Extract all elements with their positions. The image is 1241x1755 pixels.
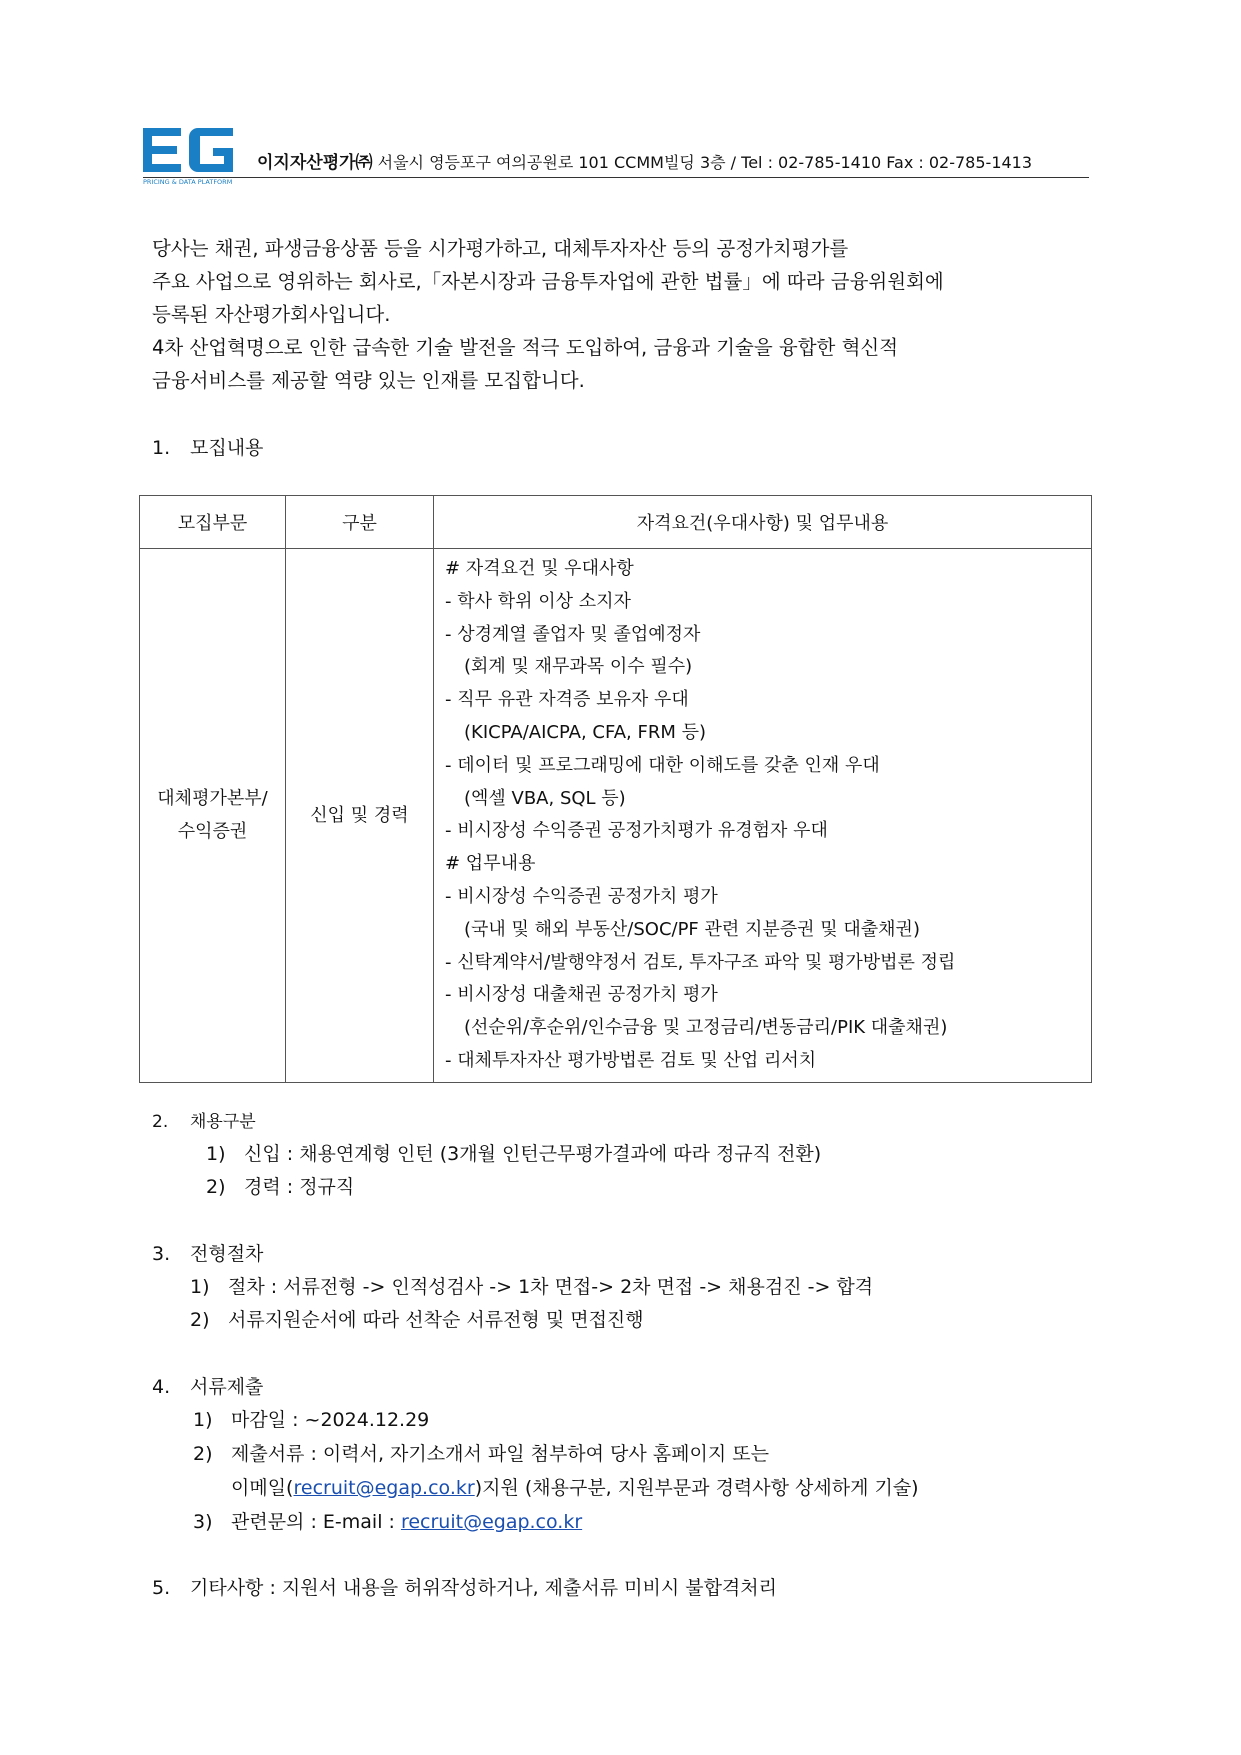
intro-line: 당사는 채권, 파생금융상품 등을 시가평가하고, 대체투자자산 등의 공정가치평가를 (152, 237, 849, 260)
list-item: 3) 관련문의 : E-mail : recruit@egap.co.kr (193, 1511, 583, 1533)
detail-line: (선순위/후순위/인수금융 및 고정금리/변동금리/PIK 대출채권) (464, 1017, 948, 1039)
detail-line: # 업무내용 (445, 853, 536, 875)
detail-line: (국내 및 해외 부동산/SOC/PF 관련 지분증권 및 대출채권) (464, 918, 920, 940)
list-item: 2) 경력 : 정규직 (206, 1176, 355, 1198)
details-cell (434, 549, 1092, 1083)
company-header-info (257, 148, 1032, 173)
header-type: 구분 (286, 496, 434, 549)
detail-line: # 자격요건 및 우대사항 (445, 558, 634, 579)
section-1-heading: 1. 모집내용 (152, 437, 264, 459)
detail-line: - 신탁계약서/발행약정서 검토, 투자구조 파악 및 평가방법론 정립 (445, 951, 956, 973)
detail-line: - 비시장성 수익증권 공정가치평가 유경험자 우대 (445, 820, 828, 842)
detail-line: - 대체투자자산 평가방법론 검토 및 산업 리서치 (445, 1049, 817, 1071)
header-divider (143, 177, 1089, 178)
detail-line: (KICPA/AICPA, CFA, FRM 등) (464, 721, 706, 743)
detail-line: - 비시장성 수익증권 공정가치 평가 (445, 885, 718, 907)
section-3-heading: 3. 전형절차 (152, 1243, 264, 1265)
type-cell: 신입 및 경력 (286, 549, 434, 1083)
list-item: 2) 제출서류 : 이력서, 자기소개서 파일 첨부하여 당사 홈페이지 또는 (193, 1443, 769, 1465)
list-item: 1) 마감일 : ~2024.12.29 (193, 1409, 430, 1431)
contact-email-link[interactable]: recruit@egap.co.kr (400, 1511, 583, 1533)
section-4-heading: 4. 서류제출 (152, 1376, 264, 1398)
header-division: 모집부문 (140, 496, 286, 549)
section-5-heading: 5. 기타사항 : 지원서 내용을 허위작성하거나, 제출서류 미비시 불합격처리 (152, 1577, 777, 1599)
division-cell: 대체평가본부/ 수익증권 (140, 549, 286, 1083)
detail-line: - 직무 유관 자격증 보유자 우대 (445, 689, 689, 711)
recruitment-table (139, 495, 1092, 1083)
table-row (140, 549, 1092, 1083)
intro-line: 주요 사업으로 영위하는 회사로,「자본시장과 금융투자업에 관한 법률」에 따라 금융위원회에 (152, 270, 944, 293)
list-item-continuation: 이메일(recruit@egap.co.kr)지원 (채용구분, 지원부문과 경력사항 상세하게 기술) (231, 1477, 919, 1499)
detail-line: (회계 및 재무과목 이수 필수) (464, 656, 693, 678)
detail-line: - 데이터 및 프로그래밍에 대한 이해도를 갖춘 인재 우대 (445, 754, 880, 776)
intro-paragraph (152, 232, 1092, 397)
detail-line: (엑셀 VBA, SQL 등) (464, 787, 626, 809)
detail-line: - 학사 학위 이상 소지자 (445, 590, 631, 612)
company-address: 서울시 영등포구 여의공원로 101 CCMM빌딩 3층 / Tel : 02-785-1410 Fax : 02-785-1413 (377, 153, 1033, 172)
header-requirements: 자격요건(우대사항) 및 업무내용 (434, 496, 1092, 549)
logo-tagline: PRICING & DATA PLATFORM (143, 178, 233, 186)
list-item: 2) 서류지원순서에 따라 선착순 서류전형 및 면접진행 (190, 1309, 644, 1331)
company-name: 이지자산평가㈜ (257, 153, 373, 173)
intro-line: 4차 산업혁명으로 인한 급속한 기술 발전을 적극 도입하여, 금융과 기술을 융합한 혁신적 (152, 336, 899, 359)
intro-line: 등록된 자산평가회사입니다. (152, 303, 391, 326)
section-2-heading: 2. 채용구분 (152, 1112, 256, 1132)
table-header-row (140, 496, 1092, 549)
list-item: 1) 신입 : 채용연계형 인턴 (3개월 인턴근무평가결과에 따라 정규직 전환) (206, 1143, 822, 1165)
intro-line: 금융서비스를 제공할 역량 있는 인재를 모집합니다. (152, 369, 585, 392)
email-link[interactable]: recruit@egap.co.kr (293, 1477, 475, 1499)
detail-line: - 비시장성 대출채권 공정가치 평가 (445, 984, 718, 1006)
detail-line: - 상경계열 졸업자 및 졸업예정자 (445, 623, 701, 645)
list-item: 1) 절차 : 서류전형 -> 인적성검사 -> 1차 면접-> 2차 면접 -> 채용검진 -> 합격 (190, 1276, 874, 1298)
